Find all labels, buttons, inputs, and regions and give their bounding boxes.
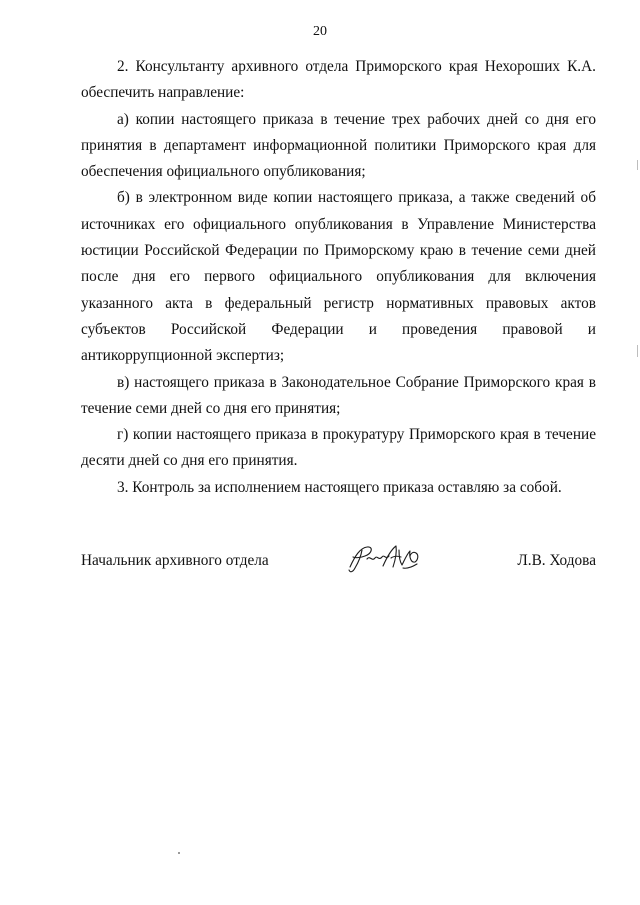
paragraph-item-3: 3. Контроль за исполнением настоящего приказа оставляю за собой. [117, 478, 562, 496]
page-number: 20 [313, 24, 327, 39]
signature-block [81, 552, 596, 582]
paragraph-subitem-a: а) копии настоящего приказа в течение трех рабочих дней со дня его принятия в департамент информационной политики Приморского края для обеспечения официального опубликования; [81, 110, 596, 181]
document-body [81, 54, 596, 501]
paragraph-item-2: 2. Консультанту архивного отдела Приморского края Нехороших К.А. обеспечить направление: [81, 58, 596, 102]
handwritten-signature-icon [346, 542, 426, 576]
signatory-name: Л.В. Ходова [517, 552, 596, 569]
paragraph-subitem-b: б) в электронном виде копии настоящего приказа, а также сведений об источниках его официального опубликования в Управление Министерства юстиции Российской Федерации по Приморскому краю в течение семи дней после дня его первого официального опубликования для включения указанного акта в федеральный регистр нормативных правовых актов субъектов Российской Федерации и проведения правовой и антикоррупционной экспертиз; [81, 189, 596, 365]
scan-edge-mark [637, 345, 638, 357]
scan-edge-mark [637, 160, 638, 170]
paragraph-subitem-v: в) настоящего приказа в Законодательное Собрание Приморского края в течение семи дней со дня его принятия; [81, 373, 596, 417]
scan-dust-mark [178, 852, 180, 854]
paragraph-subitem-g: г) копии настоящего приказа в прокуратуру Приморского края в течение десяти дней со дня его принятия. [81, 426, 596, 470]
signatory-position: Начальник архивного отдела [81, 552, 269, 569]
